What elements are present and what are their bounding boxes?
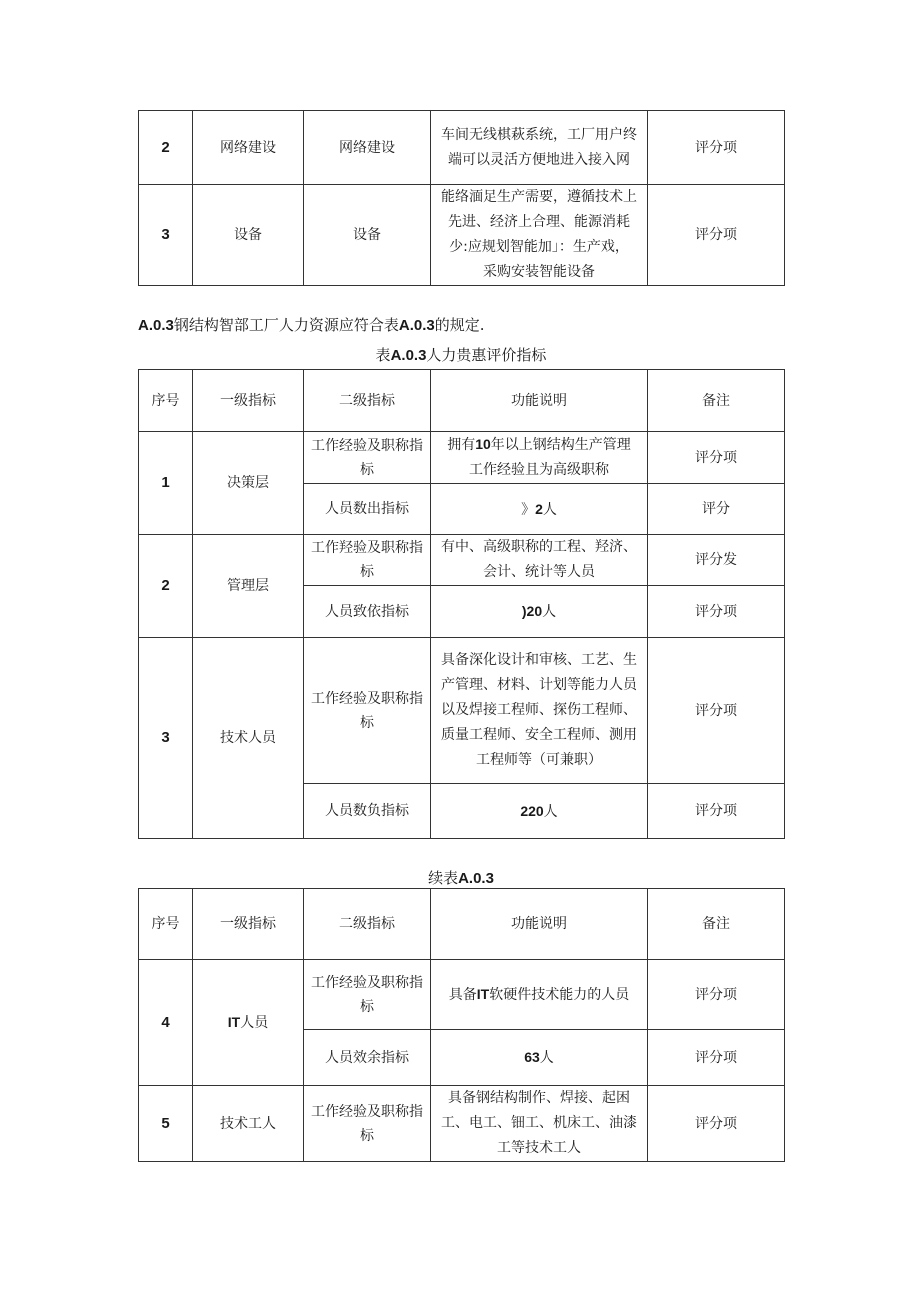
description-cell: )20人	[431, 586, 648, 638]
note-cell: 评分项	[648, 185, 785, 286]
level1-cell: IT人员	[193, 960, 304, 1086]
note-cell: 评分项	[648, 111, 785, 185]
level1-cell: 技术人员	[193, 638, 304, 839]
level1-cell: 决策层	[193, 432, 304, 535]
note-cell: 评分发	[648, 535, 785, 586]
table-row	[139, 1086, 785, 1162]
note-cell: 评分项	[648, 432, 785, 484]
table-row	[139, 432, 785, 484]
description-cell: 63人	[431, 1030, 648, 1086]
header-no: 序号	[139, 889, 193, 960]
level2-cell: 人员效余指标	[304, 1030, 431, 1086]
description-cell: 拥有10年以上钢结构生产管理 工作经验且为高级职称	[431, 432, 648, 484]
table-row	[139, 185, 785, 286]
table-header-row	[139, 370, 785, 432]
description-cell: 有中、高级职称的工程、羟济、 会计、统计等人员	[431, 535, 648, 586]
header-level2: 二级指标	[304, 370, 431, 432]
header-description: 功能说明	[431, 889, 648, 960]
level2-cell: 工作经验及职称指 标	[304, 960, 431, 1030]
table-row	[139, 535, 785, 586]
table-row	[139, 111, 785, 185]
header-note: 备注	[648, 889, 785, 960]
header-level1: 一级指标	[193, 889, 304, 960]
level2-cell: 人员数出指标	[304, 484, 431, 535]
level1-cell: 设备	[193, 185, 304, 286]
note-cell: 评分项	[648, 586, 785, 638]
hr-evaluation-table	[138, 369, 785, 839]
note-cell: 评分项	[648, 1086, 785, 1162]
section-heading: A.0.3钢结构智部工厂人力资源应符合表A.0.3的规定.	[138, 316, 485, 334]
header-note: 备注	[648, 370, 785, 432]
header-no: 序号	[139, 370, 193, 432]
table-caption: 表A.0.3人力贵惠评价指标	[375, 346, 547, 364]
row-number: 3	[139, 638, 193, 839]
description-cell: 具备IT软硬件技术能力的人员	[431, 960, 648, 1030]
note-cell: 评分	[648, 484, 785, 535]
header-level2: 二级指标	[304, 889, 431, 960]
table-row	[139, 960, 785, 1030]
description-cell: 能络湎足生产需要，遵循技术上 先进、经济上合理、能源消耗 少:应规划智能加」：生产戏， 采购安装智能设备	[431, 185, 648, 286]
row-number: 2	[139, 535, 193, 638]
level2-cell: 工作经验及职称指 标	[304, 638, 431, 784]
description-cell: 车间无线棋萩系统，工厂用户终 端可以灵活方便地进入接入网	[431, 111, 648, 185]
level1-cell: 网络建设	[193, 111, 304, 185]
header-level1: 一级指标	[193, 370, 304, 432]
header-description: 功能说明	[431, 370, 648, 432]
level2-cell: 工作经验及职称指 标	[304, 1086, 431, 1162]
hr-evaluation-table-continued	[138, 888, 785, 1162]
description-cell: 具备深化设计和审核、工艺、生 产管理、材料、计划等能力人员 以及焊接工程师、探伤工程师、 质量工程师、安全工程师、测用 工程师等（可兼职）	[431, 638, 648, 784]
level2-cell: 人员数负指标	[304, 784, 431, 839]
note-cell: 评分项	[648, 638, 785, 784]
top-table	[138, 110, 785, 286]
description-cell: 》2人	[431, 484, 648, 535]
row-number: 5	[139, 1086, 193, 1162]
level1-cell: 管理层	[193, 535, 304, 638]
note-cell: 评分项	[648, 960, 785, 1030]
level1-cell: 技术工人	[193, 1086, 304, 1162]
note-cell: 评分项	[648, 1030, 785, 1086]
row-number: 3	[139, 185, 193, 286]
level2-cell: 网络建设	[304, 111, 431, 185]
row-number: 1	[139, 432, 193, 535]
level2-cell: 工作羟验及职称指 标	[304, 535, 431, 586]
level2-cell: 人员致依指标	[304, 586, 431, 638]
level2-cell: 设备	[304, 185, 431, 286]
row-number: 2	[139, 111, 193, 185]
table-row	[139, 638, 785, 784]
note-cell: 评分项	[648, 784, 785, 839]
description-cell: 220人	[431, 784, 648, 839]
table-header-row	[139, 889, 785, 960]
continued-table-caption: 续表A.0.3	[428, 869, 494, 887]
row-number: 4	[139, 960, 193, 1086]
level2-cell: 工作经验及职称指 标	[304, 432, 431, 484]
description-cell: 具备钢结构制作、焊接、起困 工、电工、钿工、机床工、油漆 工等技术工人	[431, 1086, 648, 1162]
